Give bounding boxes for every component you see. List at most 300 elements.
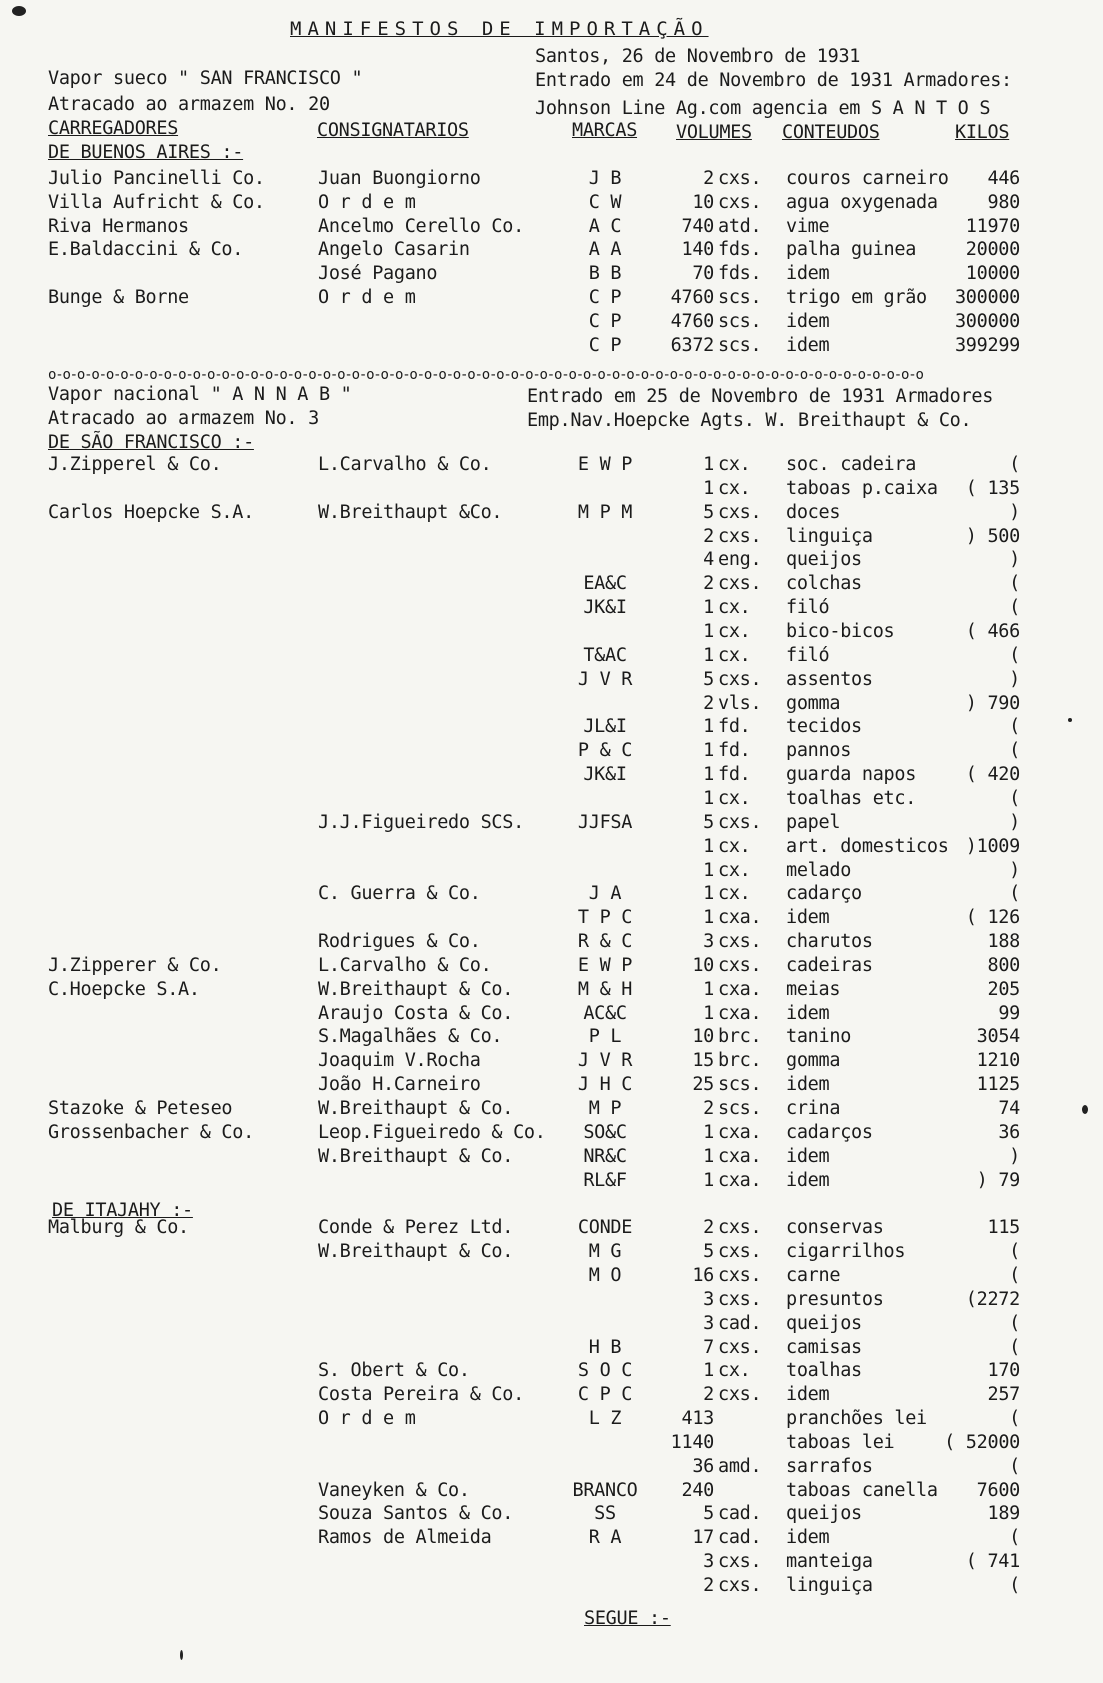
ship1-right-line1: Santos, 26 de Novembro de 1931 [535, 46, 861, 67]
cell-volume-unit: cx. [718, 597, 751, 619]
cell-volume-unit: cxs. [718, 1551, 762, 1573]
cell-consignatario: Ramos de Almeida [318, 1527, 492, 1549]
cell-volume-unit: atd. [718, 215, 762, 237]
cell-volume-qty: 3 [703, 1288, 714, 1310]
cell-volume-unit: cxs. [718, 501, 762, 523]
cell-marca: T P C [577, 907, 633, 929]
cell-consignatario: C. Guerra & Co. [318, 883, 481, 905]
cell-conteudo: idem [786, 907, 830, 929]
cell-carregador: Riva Hermanos [48, 215, 189, 237]
cell-marca: C P C [577, 1384, 633, 1406]
cell-conteudo: art. domesticos [786, 835, 949, 857]
cell-marca: J A [588, 883, 622, 905]
cell-kilos: ( [1009, 1241, 1020, 1263]
cell-kilos: ( [1009, 1312, 1020, 1334]
cell-conteudo: vime [786, 215, 830, 237]
cell-volume-qty: 413 [681, 1408, 714, 1430]
cell-conteudo: conservas [786, 1217, 884, 1239]
section-label: DE BUENOS AIRES :- [48, 142, 244, 163]
cell-consignatario: S.Magalhães & Co. [318, 1026, 503, 1048]
cell-marca: J V R [577, 668, 633, 690]
cell-carregador: J.Zipperel & Co. [48, 454, 222, 476]
cell-kilos: ( [1009, 573, 1020, 595]
cell-volume-unit: cxs. [718, 525, 762, 547]
cell-consignatario: Juan Buongiorno [318, 167, 481, 189]
header-volumes: VOLUMES [676, 122, 752, 143]
cell-consignatario: Angelo Casarin [318, 239, 470, 261]
cell-volume-unit: cxa. [718, 1121, 762, 1143]
cell-kilos: ( 52000 [944, 1431, 1020, 1453]
cell-kilos: ) [1009, 1145, 1020, 1167]
cell-conteudo: assentos [786, 668, 873, 690]
cell-consignatario: Ancelmo Cerello Co. [318, 215, 524, 237]
cell-marca: C P [588, 287, 622, 309]
cell-conteudo: queijos [786, 1312, 862, 1334]
cell-marca: AC&C [583, 1002, 627, 1024]
cell-conteudo: bico-bicos [786, 621, 895, 642]
cell-kilos: 980 [987, 191, 1020, 213]
cell-marca: E W P [577, 454, 633, 476]
cell-consignatario: W.Breithaupt & Co. [318, 978, 514, 1000]
cell-kilos: 188 [987, 931, 1020, 953]
cell-marca: S O C [577, 1360, 633, 1382]
cell-carregador: C.Hoepcke S.A. [48, 978, 200, 1000]
cell-volume-qty: 1 [703, 1121, 714, 1143]
cell-volume-unit: fd. [718, 716, 751, 738]
ship2-right-line2: Emp.Nav.Hoepcke Agts. W. Breithaupt & Co. [527, 410, 972, 431]
cell-volume-qty: 10 [692, 191, 714, 213]
section-label: DE ITAJAHY :- [52, 1200, 193, 1221]
cell-marca: M G [588, 1241, 622, 1263]
header-marcas: MARCAS [572, 120, 638, 141]
cell-marca: C W [588, 191, 622, 213]
cell-volume-unit: vls. [718, 692, 762, 714]
cell-kilos: ( [1009, 740, 1020, 762]
cell-volume-qty: 1 [703, 1169, 714, 1191]
cell-kilos: ( [1009, 1336, 1020, 1358]
cell-carregador: Julio Pancinelli Co. [48, 167, 265, 189]
cell-marca: A A [588, 239, 622, 261]
cell-conteudo: cadeiras [786, 954, 873, 976]
cell-kilos: ( [1009, 644, 1020, 666]
cell-conteudo: idem [786, 1074, 830, 1096]
cell-kilos: ) 79 [976, 1169, 1020, 1191]
cell-marca: C P [588, 310, 622, 332]
cell-kilos: ( 135 [965, 477, 1020, 499]
cell-conteudo: idem [786, 1145, 830, 1167]
cell-kilos: ) [1009, 549, 1020, 571]
cell-volume-qty: 5 [703, 1503, 714, 1525]
cell-marca: SO&C [583, 1121, 627, 1143]
cell-marca: T&AC [583, 644, 627, 666]
cell-conteudo: palha guinea [786, 239, 917, 261]
cell-conteudo: colchas [786, 573, 862, 595]
cell-volume-qty: 2 [703, 525, 714, 547]
cell-volume-qty: 4 [703, 549, 714, 571]
cell-volume-qty: 1 [703, 716, 714, 738]
cell-conteudo: tanino [786, 1026, 852, 1048]
cell-conteudo: manteiga [786, 1551, 873, 1573]
cell-volume-qty: 16 [692, 1264, 714, 1286]
cell-consignatario: J.J.Figueiredo SCS. [318, 811, 524, 833]
cell-consignatario: José Pagano [318, 263, 438, 285]
cell-marca: RL&F [583, 1169, 627, 1191]
cell-volume-unit: cad. [718, 1503, 762, 1525]
cell-conteudo: tecidos [786, 716, 862, 738]
cell-carregador: J.Zipperer & Co. [48, 954, 222, 976]
cell-consignatario: W.Breithaupt & Co. [318, 1145, 514, 1167]
cell-volume-unit: cx. [718, 454, 751, 476]
cell-marca: EA&C [583, 573, 627, 595]
cell-marca: SS [594, 1503, 616, 1525]
cell-conteudo: idem [786, 1169, 830, 1191]
cell-marca: L Z [588, 1408, 622, 1430]
cell-kilos: ( [1009, 597, 1020, 619]
cell-conteudo: cadarços [786, 1121, 873, 1143]
cell-kilos: ( 126 [965, 907, 1020, 929]
cell-consignatario: João H.Carneiro [318, 1074, 481, 1096]
ship2-left-line2: Atracado ao armazem No. 3 [48, 408, 319, 429]
cell-consignatario: O r d e m [318, 191, 416, 213]
cell-volume-unit: eng. [718, 549, 762, 571]
cell-kilos: ) [1009, 668, 1020, 690]
cell-marca: M O [588, 1264, 622, 1286]
cell-marca: E W P [577, 954, 633, 976]
cell-volume-unit: amd. [718, 1455, 762, 1477]
cell-volume-unit: scs. [718, 287, 762, 309]
cell-volume-unit: cxs. [718, 668, 762, 690]
cell-volume-unit: cxs. [718, 1217, 762, 1239]
cell-volume-unit: scs. [718, 1074, 762, 1096]
cell-carregador: Stazoke & Peteseo [48, 1098, 233, 1119]
cell-volume-qty: 5 [703, 501, 714, 523]
cell-carregador: Carlos Hoepcke S.A. [48, 501, 254, 523]
ship1-right-line3: Johnson Line Ag.com agencia em S A N T O S [535, 98, 991, 119]
cell-kilos: 99 [998, 1002, 1020, 1024]
cell-volume-qty: 2 [703, 1575, 714, 1596]
cell-marca: R A [588, 1527, 622, 1549]
cell-volume-unit: cxs. [718, 931, 762, 953]
cell-conteudo: couros carneiro [786, 167, 949, 189]
cell-conteudo: taboas p.caixa [786, 477, 938, 499]
cell-consignatario: W.Breithaupt & Co. [318, 1098, 514, 1119]
cell-kilos: ) [1009, 811, 1020, 833]
cell-volume-unit: cx. [718, 1360, 751, 1382]
cell-kilos: ) 790 [965, 692, 1020, 714]
cell-volume-qty: 5 [703, 668, 714, 690]
cell-kilos: 189 [987, 1503, 1020, 1525]
cell-kilos: ) [1009, 501, 1020, 523]
cell-consignatario: S. Obert & Co. [318, 1360, 470, 1382]
cell-volume-qty: 1 [703, 621, 714, 642]
cell-volume-qty: 36 [692, 1455, 714, 1477]
cell-consignatario: Rodrigues & Co. [318, 931, 481, 953]
ship1-right-line2: Entrado em 24 de Novembro de 1931 Armadores: [535, 70, 1012, 91]
cell-volume-unit: cxa. [718, 978, 762, 1000]
cell-consignatario: Araujo Costa & Co. [318, 1002, 514, 1024]
cell-kilos: 446 [987, 167, 1020, 189]
cell-volume-unit: cx. [718, 883, 751, 905]
cell-conteudo: presuntos [786, 1288, 884, 1310]
cell-volume-unit: fds. [718, 263, 762, 285]
cell-volume-unit: cx. [718, 477, 751, 499]
cell-volume-qty: 2 [703, 1217, 714, 1239]
cell-conteudo: taboas canella [786, 1479, 938, 1501]
cell-marca: R & C [577, 931, 633, 953]
cell-volume-unit: cxs. [718, 1575, 762, 1596]
cell-kilos: 74 [998, 1098, 1020, 1119]
cell-volume-qty: 240 [681, 1479, 714, 1501]
cell-consignatario: Conde & Perez Ltd. [318, 1217, 514, 1239]
cell-conteudo: taboas lei [786, 1431, 895, 1453]
cell-volume-unit: cxa. [718, 1145, 762, 1167]
cell-consignatario: Souza Santos & Co. [318, 1503, 514, 1525]
cell-volume-unit: cxs. [718, 167, 762, 189]
cell-kilos: 20000 [965, 239, 1020, 261]
cell-marca: JL&I [583, 716, 627, 738]
cell-volume-qty: 15 [692, 1050, 714, 1072]
cell-conteudo: guarda napos [786, 764, 917, 786]
cell-volume-unit: cxa. [718, 1002, 762, 1024]
cell-volume-qty: 2 [703, 692, 714, 714]
cell-kilos: 300000 [954, 310, 1020, 332]
cell-volume-qty: 2 [703, 1098, 714, 1119]
cell-conteudo: queijos [786, 549, 862, 571]
scan-speck [1082, 1105, 1088, 1114]
cell-kilos: 257 [987, 1384, 1020, 1406]
cell-carregador: Malburg & Co. [48, 1217, 189, 1239]
cell-conteudo: meias [786, 978, 841, 1000]
cell-volume-unit: cxs. [718, 1384, 762, 1406]
cell-volume-unit: cx. [718, 621, 751, 642]
cell-kilos: )1009 [965, 835, 1020, 857]
ship1-left-line1: Vapor sueco " SAN FRANCISCO " [48, 68, 363, 89]
cell-volume-qty: 740 [681, 215, 714, 237]
cell-kilos: 800 [987, 954, 1020, 976]
cell-kilos: ( [1009, 883, 1020, 905]
cell-conteudo: papel [786, 811, 841, 833]
cell-volume-qty: 2 [703, 167, 714, 189]
cell-volume-unit: cad. [718, 1527, 762, 1549]
cell-marca: JK&I [583, 597, 627, 619]
cell-kilos: ) 500 [965, 525, 1020, 547]
cell-volume-qty: 2 [703, 573, 714, 595]
cell-carregador: Grossenbacher & Co. [48, 1121, 254, 1143]
cell-volume-qty: 1 [703, 454, 714, 476]
cell-volume-unit: cad. [718, 1312, 762, 1334]
cell-kilos: ( [1009, 1455, 1020, 1477]
cell-conteudo: doces [786, 501, 841, 523]
cell-kilos: 300000 [954, 287, 1020, 309]
cell-kilos: (2272 [965, 1288, 1020, 1310]
cell-volume-unit: brc. [718, 1050, 762, 1072]
cell-volume-qty: 1 [703, 644, 714, 666]
cell-consignatario: Costa Pereira & Co. [318, 1384, 524, 1406]
cell-volume-qty: 17 [692, 1527, 714, 1549]
cell-kilos: 3054 [976, 1026, 1020, 1048]
cell-marca: A C [588, 215, 622, 237]
cell-marca: M P M [577, 501, 633, 523]
cell-conteudo: pannos [786, 740, 852, 762]
cell-marca: P & C [577, 740, 633, 762]
cell-marca: BRANCO [572, 1479, 638, 1501]
cell-conteudo: queijos [786, 1503, 862, 1525]
cell-volume-unit: cxs. [718, 1288, 762, 1310]
cell-kilos: 115 [987, 1217, 1020, 1239]
ship2-left-line1: Vapor nacional " A N N A B " [48, 384, 352, 405]
cell-marca: JK&I [583, 764, 627, 786]
cell-volume-unit: fd. [718, 764, 751, 786]
cell-consignatario: L.Carvalho & Co. [318, 954, 492, 976]
cell-kilos: ( [1009, 716, 1020, 738]
cell-volume-unit: brc. [718, 1026, 762, 1048]
cell-consignatario: Leop.Figueiredo & Co. [318, 1121, 546, 1143]
cell-marca: B B [588, 263, 622, 285]
cell-volume-qty: 1 [703, 597, 714, 619]
cell-kilos: 170 [987, 1360, 1020, 1382]
cell-consignatario: Vaneyken & Co. [318, 1479, 470, 1501]
cell-volume-qty: 1 [703, 859, 714, 881]
cell-volume-unit: scs. [718, 334, 762, 356]
cell-conteudo: cadarço [786, 883, 862, 905]
cell-conteudo: idem [786, 1384, 830, 1406]
cell-conteudo: cigarrilhos [786, 1241, 906, 1263]
cell-volume-unit: scs. [718, 310, 762, 332]
cell-conteudo: agua oxygenada [786, 191, 938, 213]
cell-volume-qty: 2 [703, 1384, 714, 1406]
header-conteudos: CONTEUDOS [782, 122, 880, 143]
cell-carregador: E.Baldaccini & Co. [48, 239, 244, 261]
cell-kilos: ( [1009, 1408, 1020, 1430]
header-kilos: KILOS [955, 122, 1010, 143]
scan-speck [12, 6, 26, 16]
cell-volume-unit: cx. [718, 644, 751, 666]
cell-kilos: ( [1009, 1264, 1020, 1286]
cell-volume-unit: cx. [718, 787, 751, 809]
cell-kilos: ) [1009, 859, 1020, 881]
cell-conteudo: gomma [786, 1050, 841, 1072]
cell-kilos: 399299 [954, 334, 1020, 356]
cell-volume-unit: cxa. [718, 1169, 762, 1191]
cell-volume-qty: 1 [703, 740, 714, 762]
cell-conteudo: pranchões lei [786, 1408, 927, 1430]
cell-kilos: 11970 [965, 215, 1020, 237]
cell-volume-unit: cx. [718, 859, 751, 881]
cell-consignatario: O r d e m [318, 1408, 416, 1430]
header-carregadores: CARREGADORES [48, 118, 179, 139]
cell-volume-qty: 5 [703, 811, 714, 833]
document-title: MANIFESTOS DE IMPORTAÇÃO [290, 18, 709, 40]
cell-conteudo: charutos [786, 931, 873, 953]
cell-kilos: ( [1009, 1575, 1020, 1596]
cell-consignatario: W.Breithaupt & Co. [318, 1241, 514, 1263]
cell-kilos: 36 [998, 1121, 1020, 1143]
cell-conteudo: linguiça [786, 525, 873, 547]
cell-conteudo: idem [786, 263, 830, 285]
cell-kilos: 7600 [976, 1479, 1020, 1501]
cell-conteudo: idem [786, 310, 830, 332]
cell-kilos: ( [1009, 454, 1020, 476]
cell-volume-qty: 1 [703, 907, 714, 929]
cell-carregador: Bunge & Borne [48, 287, 189, 309]
cell-volume-unit: fd. [718, 740, 751, 762]
cell-conteudo: gomma [786, 692, 841, 714]
cell-conteudo: filó [786, 644, 830, 666]
cell-conteudo: toalhas [786, 1360, 862, 1382]
cell-volume-unit: cxs. [718, 1241, 762, 1263]
cell-volume-qty: 6372 [670, 334, 714, 356]
cell-volume-unit: fds. [718, 239, 762, 261]
cell-conteudo: idem [786, 1002, 830, 1024]
section-label: DE SÃO FRANCISCO :- [48, 432, 254, 453]
cell-volume-qty: 140 [681, 239, 714, 261]
cell-volume-qty: 5 [703, 1241, 714, 1263]
cell-conteudo: sarrafos [786, 1455, 873, 1477]
cell-volume-qty: 4760 [670, 310, 714, 332]
cell-marca: CONDE [577, 1217, 633, 1239]
cell-carregador: Villa Aufricht & Co. [48, 191, 265, 213]
cell-marca: C P [588, 334, 622, 356]
cell-kilos: ( 741 [965, 1551, 1020, 1573]
cell-conteudo: filó [786, 597, 830, 619]
cell-kilos: 1125 [976, 1074, 1020, 1096]
cell-volume-unit: cxs. [718, 191, 762, 213]
cell-marca: J H C [577, 1074, 633, 1096]
cell-consignatario: W.Breithaupt &Co. [318, 501, 503, 523]
cell-volume-qty: 3 [703, 931, 714, 953]
cell-marca: J B [588, 167, 622, 189]
cell-conteudo: crina [786, 1098, 841, 1119]
cell-volume-unit: cxs. [718, 1264, 762, 1286]
cell-volume-qty: 1 [703, 978, 714, 1000]
cell-volume-qty: 3 [703, 1551, 714, 1573]
cell-volume-unit: cxs. [718, 954, 762, 976]
cell-volume-qty: 1 [703, 1145, 714, 1167]
cell-volume-unit: cx. [718, 835, 751, 857]
cell-marca: J V R [577, 1050, 633, 1072]
ship1-left-line2: Atracado ao armazem No. 20 [48, 94, 330, 115]
cell-kilos: ( [1009, 1527, 1020, 1549]
cell-conteudo: trigo em grão [786, 287, 927, 309]
cell-marca: JJFSA [577, 811, 633, 833]
cell-volume-qty: 1140 [670, 1431, 714, 1453]
cell-volume-qty: 1 [703, 477, 714, 499]
cell-conteudo: soc. cadeira [786, 454, 917, 476]
cell-marca: M & H [577, 978, 633, 1000]
cell-volume-qty: 1 [703, 787, 714, 809]
cell-marca: M P [588, 1098, 622, 1119]
cell-marca: H B [588, 1336, 622, 1358]
scan-speck [1068, 718, 1072, 722]
cell-kilos: 1210 [976, 1050, 1020, 1072]
cell-kilos: 205 [987, 978, 1020, 1000]
cell-volume-qty: 1 [703, 1002, 714, 1024]
cell-conteudo: carne [786, 1264, 841, 1286]
cell-volume-qty: 1 [703, 764, 714, 786]
ship2-right-line1: Entrado em 25 de Novembro de 1931 Armadores [527, 386, 994, 407]
cell-conteudo: idem [786, 334, 830, 356]
cell-volume-unit: cxs. [718, 573, 762, 595]
cell-marca: P L [588, 1026, 622, 1048]
cell-volume-qty: 10 [692, 1026, 714, 1048]
continuation-note: SEGUE :- [584, 1608, 671, 1629]
cell-conteudo: camisas [786, 1336, 862, 1358]
cell-conteudo: idem [786, 1527, 830, 1549]
cell-volume-qty: 1 [703, 835, 714, 857]
cell-volume-qty: 1 [703, 1360, 714, 1382]
cell-consignatario: O r d e m [318, 287, 416, 309]
cell-kilos: ( 466 [965, 621, 1020, 642]
